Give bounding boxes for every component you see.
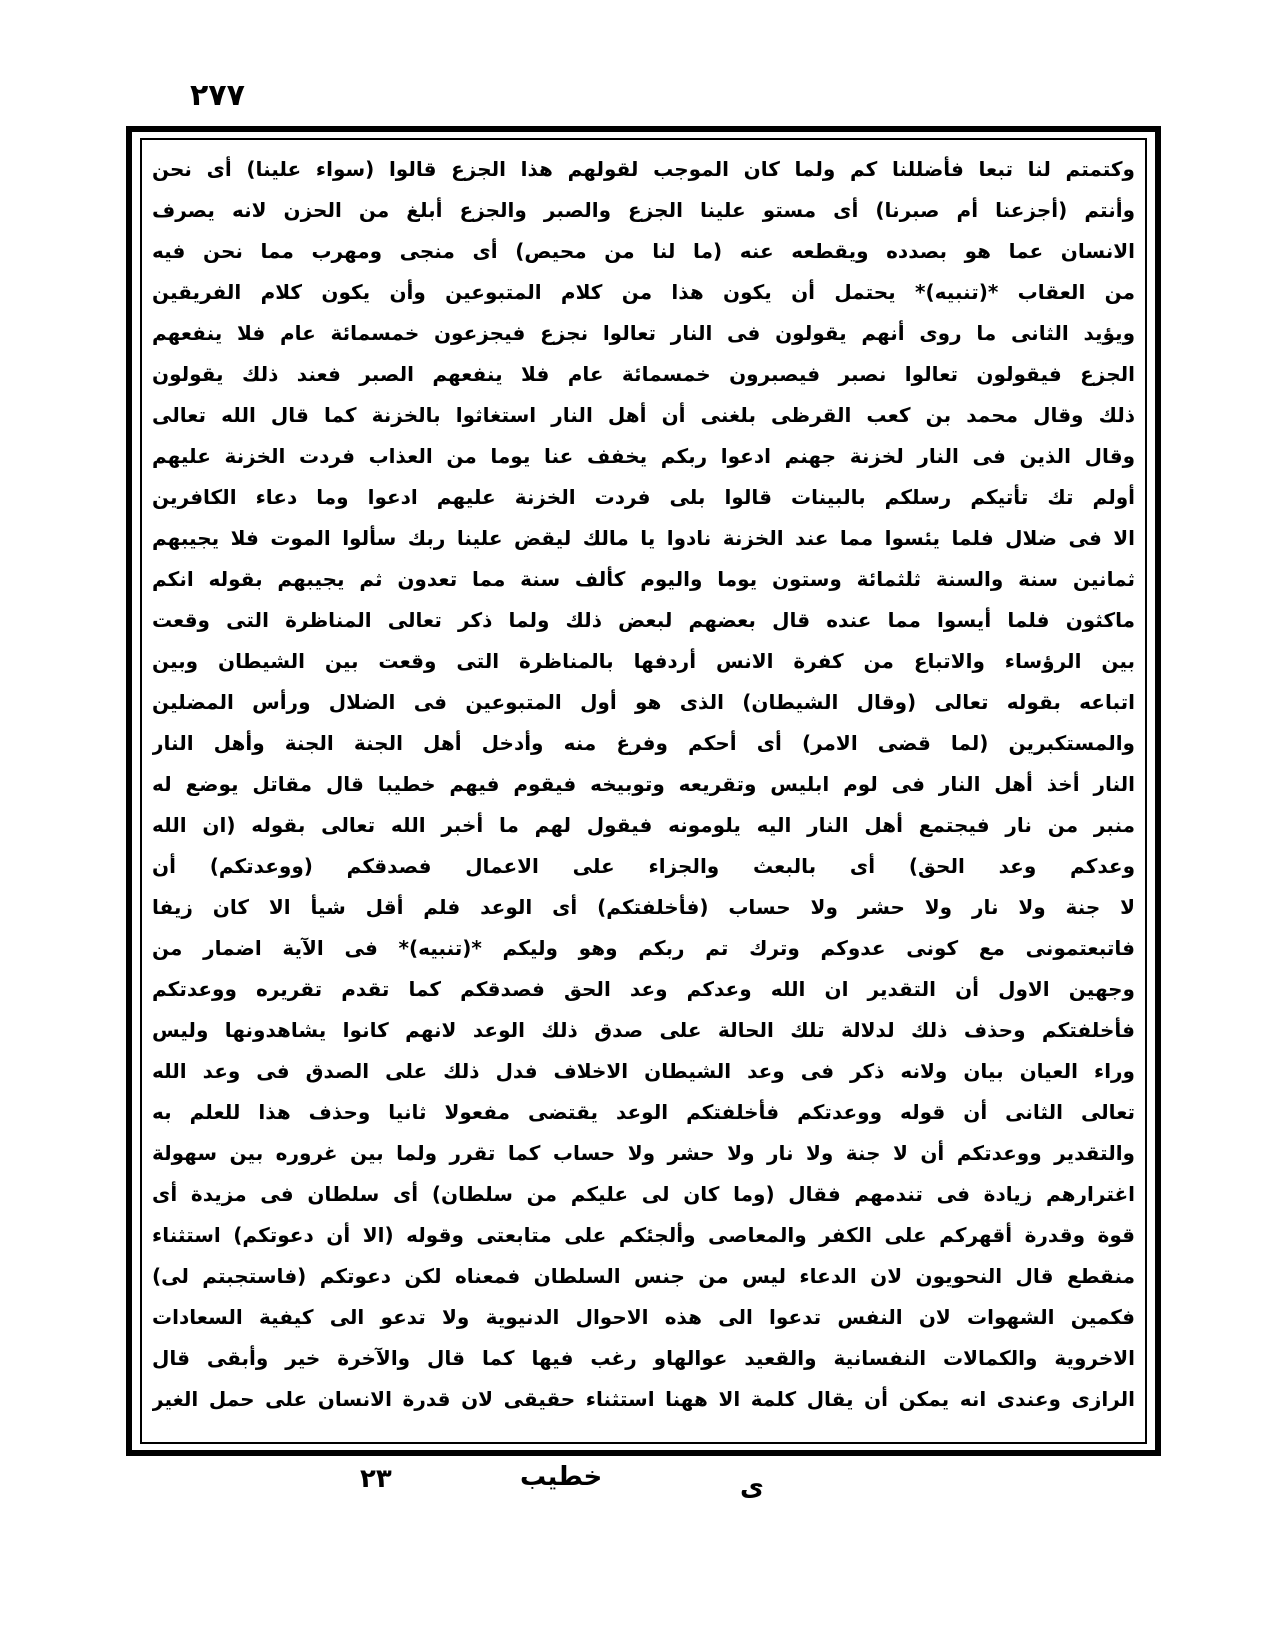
- text-line: الجزع فيقولون تعالوا نصبر فيصبرون خمسمائة عام فلا ينفعهم الصبر فعند ذلك يقولون: [152, 362, 1135, 386]
- text-line: النار أخذ أهل النار فى لوم ابليس وتقريعه وتوبيخه فيقوم فيهم خطيبا قال مقاتل يوضع له: [152, 772, 1135, 796]
- text-line: فأخلفتكم وحذف ذلك لدلالة تلك الحالة على صدق ذلك الوعد لانهم كانوا يشاهدونها وليس: [152, 1018, 1135, 1042]
- text-line: ويؤيد الثانى ما روى أنهم يقولون فى النار تعالوا نجزع فيجزعون خمسمائة عام فلا ينفعهم: [152, 321, 1135, 345]
- text-line: منقطع قال النحويون لان الدعاء ليس من جنس السلطان فمعناه لكن دعوتكم (فاستجبتم لى): [152, 1264, 1135, 1288]
- text-line: منبر من نار فيجتمع أهل النار اليه يلومونه فيقول لهم ما أخبر الله تعالى بقوله (ان الله: [152, 813, 1135, 837]
- signature-word: خطيب: [520, 1462, 603, 1492]
- page-number: ٢٧٧: [190, 78, 245, 113]
- main-text-block: [142, 150, 1145, 1444]
- text-line: وكتمتم لنا تبعا فأضللنا كم ولما كان الموجب لقولهم هذا الجزع قالوا (سواء علينا) أى نحن: [152, 157, 1135, 181]
- text-line: فكمين الشهوات لان النفس تدعوا الى هذه الاحوال الدنيوية ولا تدعو الى كيفية السعادات: [152, 1305, 1135, 1329]
- text-line: قوة وقدرة أقهركم على الكفر والمعاصى وألجئكم على متابعتى وقوله (الا أن دعوتكم) استثناء: [152, 1223, 1135, 1247]
- text-line: اغترارهم زيادة فى تندمهم فقال (وما كان لى عليكم من سلطان) أى سلطان فى مزيدة أى: [152, 1182, 1135, 1206]
- signature-number: ٢٣: [360, 1464, 392, 1494]
- text-line: من العقاب *(تنبيه)* يحتمل أن يكون هذا من كلام المتبوعين وأن يكون كلام الفريقين: [152, 280, 1135, 304]
- text-line: والمستكبرين (لما قضى الامر) أى أحكم وفرغ منه وأدخل أهل الجنة الجنة وأهل النار: [152, 731, 1135, 755]
- text-line: وعدكم وعد الحق) أى بالبعث والجزاء على الاعمال فصدقكم (ووعدتكم) أن: [152, 854, 1135, 878]
- text-line: الرازى وعندى انه يمكن أن يقال كلمة الا ههنا استثناء حقيقى لان قدرة الانسان على حمل الغير: [152, 1387, 1135, 1411]
- text-line: فاتبعتمونى مع كونى عدوكم وترك تم ربكم وهو وليكم *(تنبيه)* فى الآية اضمار من: [152, 936, 1135, 960]
- text-line: أولم تك تأتيكم رسلكم بالبينات قالوا بلى فردت الخزنة عليهم ادعوا وما دعاء الكافرين: [152, 485, 1135, 509]
- text-line: تعالى الثانى أن قوله ووعدتكم فأخلفتكم الوعد يقتضى مفعولا ثانيا وحذف هذا للعلم به: [152, 1100, 1135, 1124]
- text-line: وراء العيان بيان ولانه ذكر فى وعد الشيطان الاخلاف فدل ذلك على الصدق فى وعد الله: [152, 1059, 1135, 1083]
- text-line: لا جنة ولا نار ولا حشر ولا حساب (فأخلفتكم) أى الوعد فلم أقل شيأ الا كان زيفا: [152, 895, 1135, 919]
- text-line: الا فى ضلال فلما يئسوا مما عند الخزنة نادوا يا مالك ليقض علينا ربك سألوا الموت فلا يجيبهم: [152, 526, 1135, 550]
- text-line: وقال الذين فى النار لخزنة جهنم ادعوا ربكم يخفف عنا يوما من العذاب فردت الخزنة عليهم: [152, 444, 1135, 468]
- signature-mark: ى: [740, 1472, 764, 1502]
- text-line: اتباعه بقوله تعالى (وقال الشيطان) الذى هو أول المتبوعين فى الضلال ورأس المضلين: [152, 690, 1135, 714]
- text-line: بين الرؤساء والاتباع من كفرة الانس أردفها بالمناظرة التى وقعت بين الشيطان وبين: [152, 649, 1135, 673]
- text-line: ثمانين سنة والسنة ثلثمائة وستون يوما واليوم كألف سنة مما تعدون ثم يجيبهم بقوله انكم: [152, 567, 1135, 591]
- text-line: وجهين الاول أن التقدير ان الله وعدكم وعد الحق فصدقكم كما تقدم تقريره ووعدتكم: [152, 977, 1135, 1001]
- signature-footer: [360, 1460, 820, 1520]
- text-line: ماكثون فلما أيسوا مما عنده قال بعضهم لبعض ذلك ولما ذكر تعالى المناظرة التى وقعت: [152, 608, 1135, 632]
- text-line: والتقدير ووعدتكم أن لا جنة ولا نار ولا حشر ولا حساب كما تقرر ولما بين غروره بين سهولة: [152, 1141, 1135, 1165]
- text-line: الاخروية والكمالات النفسانية والقعيد عوالهاو رغب فيها كما قال والآخرة خير وأبقى قال: [152, 1346, 1135, 1370]
- text-line: وأنتم (أجزعنا أم صبرنا) أى مستو علينا الجزع والصبر والجزع أبلغ من الحزن لانه يصرف: [152, 198, 1135, 222]
- text-line: الانسان عما هو بصدده ويقطعه عنه (ما لنا من محيص) أى منجى ومهرب مما نحن فيه: [152, 239, 1135, 263]
- text-line: ذلك وقال محمد بن كعب القرظى بلغنى أن أهل النار استغاثوا بالخزنة كما قال الله تعالى: [152, 403, 1135, 427]
